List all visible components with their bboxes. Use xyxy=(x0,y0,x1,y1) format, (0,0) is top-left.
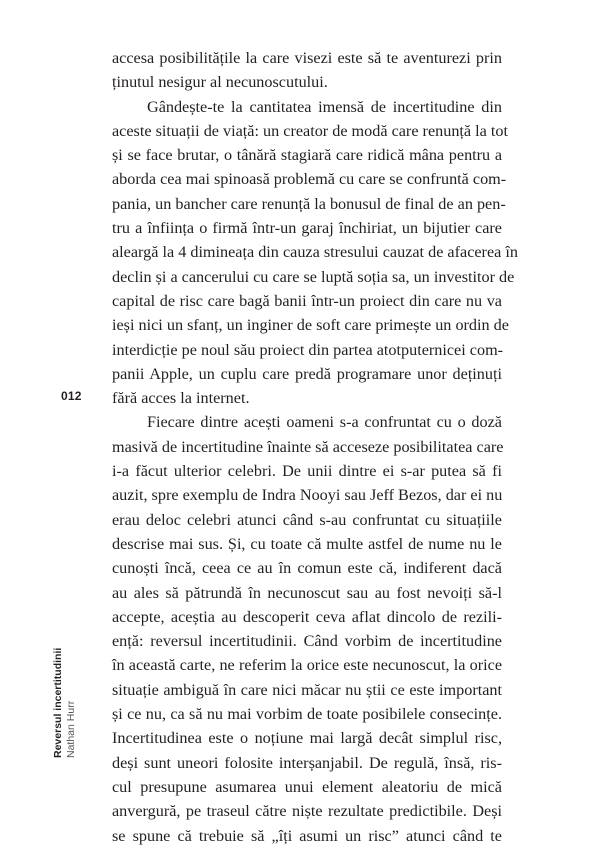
text-line: și se face brutar, o tânără stagiară care ridică mâna pentru a xyxy=(112,146,502,165)
text-line: declin și a cancerului cu care se luptă soția sa, un investitor de xyxy=(112,267,515,286)
text-line: capital de risc care bagă banii într-un proiect din care nu va xyxy=(112,291,502,310)
paragraph-start-line: Gândește-te la cantitatea imensă de incertitudine din xyxy=(147,97,502,116)
text-line: accesa posibilitățile la care visezi este să te aventurezi prin xyxy=(112,49,502,67)
book-title: Reversul incertitudinii xyxy=(52,647,64,758)
text-line: Incertitudinea este o noțiune mai largă decât simplul risc, xyxy=(112,729,502,748)
text-line: se spune că trebuie să „îți asumi un risc” atunci când te xyxy=(112,826,502,845)
text-line: panii Apple, un cuplu care predă programare unor deținuți xyxy=(112,364,502,383)
text-line: au ales să pătrundă în necunoscut sau au fost nevoiți să-l xyxy=(112,583,502,602)
text-line: aleargă la 4 dimineața din cauza stresului cauzat de afacerea în xyxy=(112,243,518,262)
text-line: fără acces la internet. xyxy=(112,389,250,408)
text-line: interdicție pe noul său proiect din partea atotputernicei com- xyxy=(112,340,504,359)
text-line: aborda cea mai spinoasă problemă cu care se confruntă com- xyxy=(112,170,507,189)
paragraph-start-line: Fiecare dintre acești oameni s-a confruntat cu o doză xyxy=(147,413,502,432)
text-line: erau deloc celebri atunci când s-au confruntat cu situațiile xyxy=(112,510,502,529)
text-line: cunoști încă, ceea ce au în comun este că, indiferent dacă xyxy=(112,559,502,578)
text-line: cul presupune asumarea unui element aleatoriu de mică xyxy=(112,777,502,796)
author-name: Nathan Hurr xyxy=(64,700,77,758)
text-line: ență: reversul incertitudinii. Când vorbim de incertitudine xyxy=(112,632,502,651)
text-line: i-a făcut ulterior celebri. De unii dintre ei s-ar putea să fi xyxy=(112,462,502,481)
text-line: pania, un bancher care renunță la bonusul de final de an pen- xyxy=(112,194,506,213)
text-line: descrise mai sus. Și, cu toate că multe astfel de nume nu le xyxy=(112,534,502,553)
text-line: auzit, spre exemplu de Indra Nooyi sau Jeff Bezos, dar ei nu xyxy=(112,486,503,505)
text-line: ținutul nesigur al necunoscutului. xyxy=(112,73,328,92)
text-line: deși sunt uneori folosite interșanjabil. De regulă, însă, ris- xyxy=(112,753,502,772)
text-line: aceste situații de viață: un creator de modă care renunță la tot xyxy=(112,121,508,140)
text-line: tru a înființa o firmă într-un garaj închiriat, un bijutier care xyxy=(112,219,502,238)
running-head xyxy=(52,648,77,758)
text-line: ieși nici un sfanț, un inginer de soft care primește un ordin de xyxy=(112,316,509,335)
page-number: 012 xyxy=(61,389,82,403)
body-text xyxy=(112,46,518,848)
text-line: și ce nu, ca să nu mai vorbim de toate posibilele consecințe. xyxy=(112,705,502,724)
text-line: anvergură, pe traseul către niște rezultate predictibile. Deși xyxy=(112,802,502,821)
text-line: în această carte, ne referim la orice este necunoscut, la orice xyxy=(112,656,502,675)
text-line: masivă de incertitudine înainte să acceseze posibilitatea care xyxy=(112,437,504,456)
text-line: situație ambiguă în care nici măcar nu știi ce este important xyxy=(112,680,502,699)
text-line: accepte, aceștia au descoperit ceva aflat dincolo de rezili- xyxy=(112,607,502,626)
